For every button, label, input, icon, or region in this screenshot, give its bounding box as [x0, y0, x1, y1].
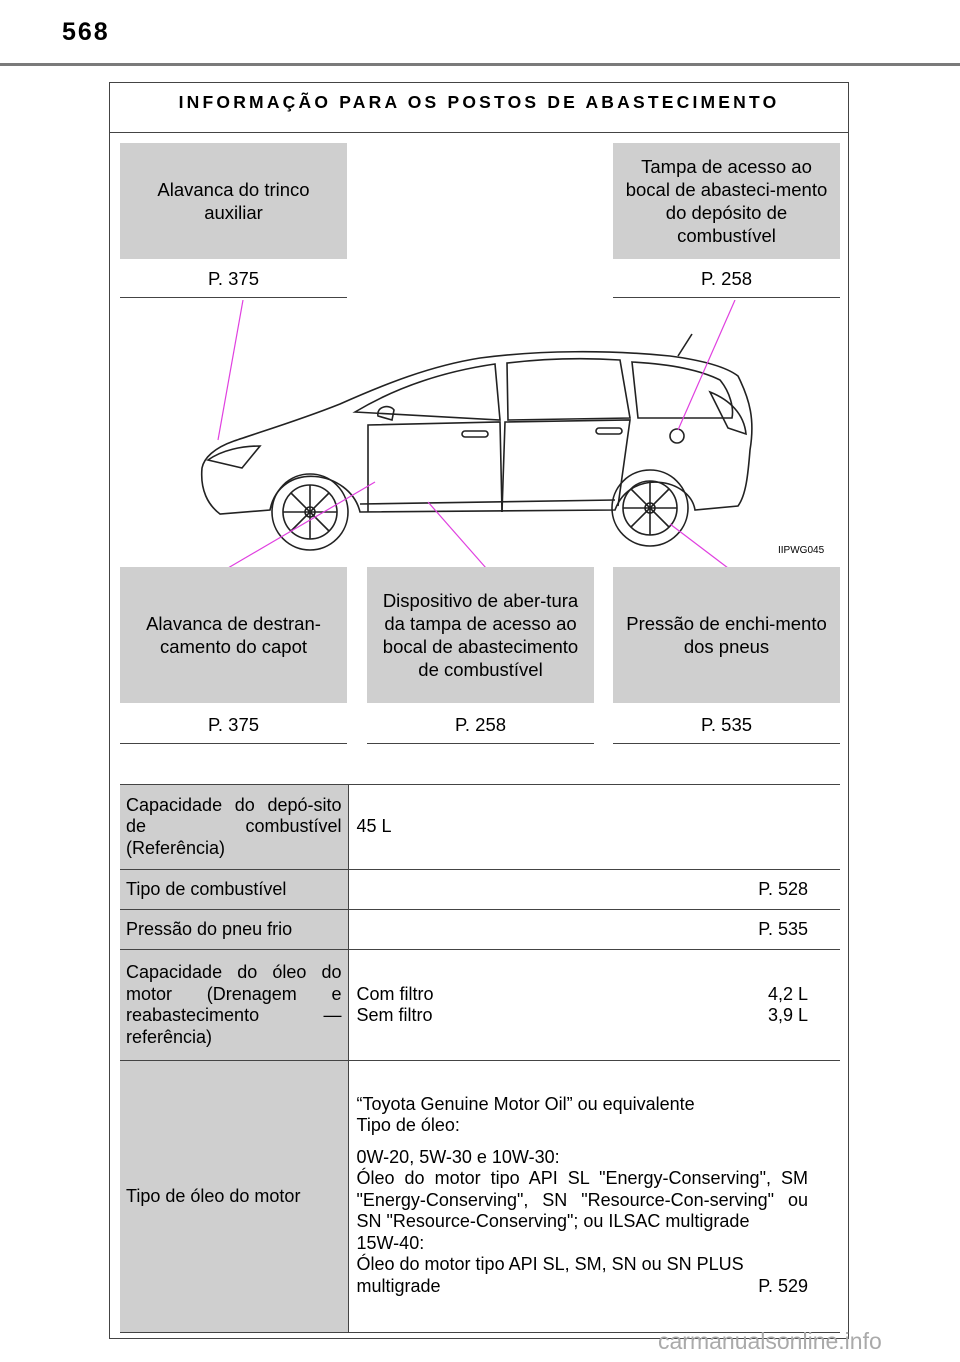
divider [613, 743, 840, 744]
callout-tire-pressure: Pressão de enchi-mento dos pneus [613, 567, 840, 703]
oil-description-2: Óleo do motor tipo API SL, SM, SN ou SN PLUS [356, 1254, 744, 1275]
callout-hood-release: Alavanca de destran-camento do capot [120, 567, 347, 703]
oil-capacity-label: Capacidade do óleo do motor (Drenagem e reabastecimento — referência) [120, 950, 348, 1061]
table-row [120, 950, 840, 1061]
oil-type-values [348, 1061, 840, 1333]
callout-fuel-door-opener: Dispositivo de aber-tura da tampa de acesso ao bocal de abastecimento de combustível [367, 567, 594, 703]
callout-hood-release-ref[interactable]: P. 375 [207, 714, 260, 735]
oil-type-label: Tipo de óleo do motor [120, 1061, 348, 1333]
fuel-type-ref[interactable]: P. 528 [348, 870, 840, 910]
oil-without-filter-value: 3,9 L [767, 1005, 808, 1025]
watermark: carmanualsonline.info [658, 1328, 882, 1354]
car-illustration [110, 300, 848, 570]
callout-tire-pressure-ref[interactable]: P. 535 [700, 714, 753, 735]
oil-capacity-values [348, 950, 840, 1061]
fuel-capacity-value: 45 L [348, 785, 840, 870]
oil-genuine-line: “Toyota Genuine Motor Oil” ou equivalente [356, 1093, 695, 1114]
table-row [120, 910, 840, 950]
table-row [120, 785, 840, 870]
fuel-type-label: Tipo de combustível [120, 870, 348, 910]
oil-viscosity-1: 0W-20, 5W-30 e 10W-30: [356, 1146, 560, 1167]
oil-with-filter-value: 4,2 L [767, 983, 808, 1004]
oil-with-filter-label: Com filtro [356, 983, 434, 1004]
divider [367, 743, 594, 744]
table-row [120, 1061, 840, 1333]
tire-pressure-ref[interactable]: P. 535 [348, 910, 840, 950]
divider [120, 743, 347, 744]
section-title: INFORMAÇÃO PARA OS POSTOS DE ABASTECIMENTO [178, 92, 780, 112]
callout-fuel-door-ref[interactable]: P. 258 [700, 268, 753, 289]
table-row [120, 870, 840, 910]
divider [613, 297, 840, 298]
oil-viscosity-2: 15W-40: [356, 1232, 425, 1253]
header-rule [0, 63, 960, 66]
tire-pressure-label: Pressão do pneu frio [120, 910, 348, 950]
divider [120, 297, 347, 298]
oil-type-heading: Tipo de óleo: [356, 1115, 460, 1136]
callout-aux-latch: Alavanca do trinco auxiliar [120, 143, 347, 259]
oil-type-ref[interactable]: P. 529 [758, 1275, 808, 1296]
page-number: 568 [62, 18, 110, 46]
oil-description-1: Óleo do motor tipo API SL "Energy-Conserving", SM "Energy-Conserving", SN "Resource-Con-serving" ou SN "Resource-Conserving"; ou ILSAC multigrade [356, 1168, 808, 1232]
callout-aux-latch-ref[interactable]: P. 375 [207, 268, 260, 289]
callout-fuel-door: Tampa de acesso ao bocal de abasteci-mento do depósito de combustível [613, 143, 840, 259]
title-rule [110, 132, 848, 133]
callout-fuel-door-opener-ref[interactable]: P. 258 [454, 714, 507, 735]
oil-multigrade: multigrade [356, 1275, 441, 1296]
figure-code: IIPWG045 [778, 545, 825, 556]
oil-without-filter-label: Sem filtro [356, 1005, 433, 1025]
fuel-capacity-label: Capacidade do depó-sito de combustível (Referência) [120, 785, 348, 870]
specs-table [120, 784, 840, 1333]
